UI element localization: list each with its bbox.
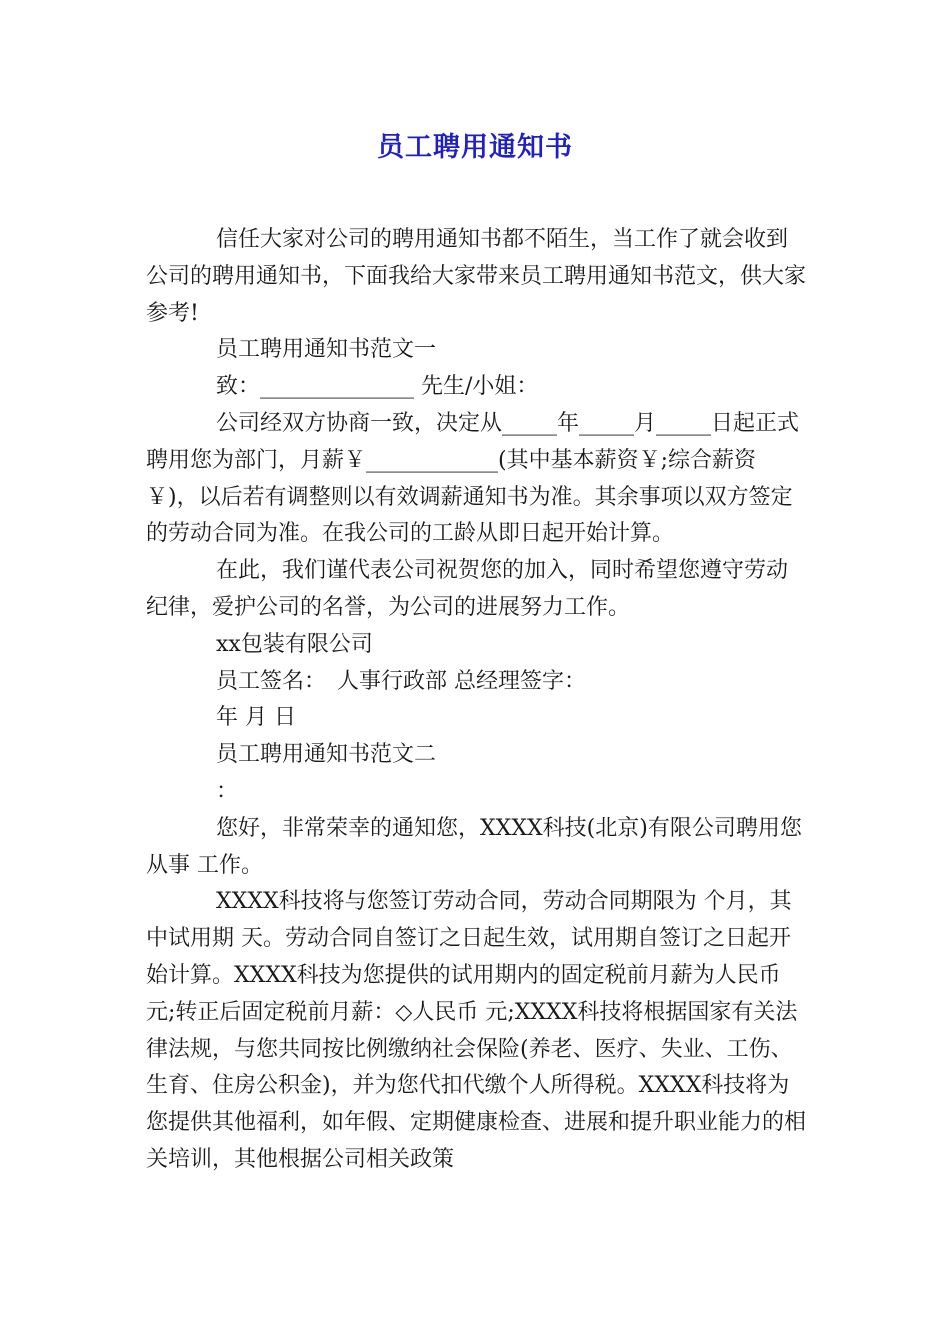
document-title: 员工聘用通知书: [377, 132, 573, 163]
employment-terms-paragraph: 公司经双方协商一致，决定从_____年_____月_____日起正式聘用您为部门，月薪￥____________(其中基本薪资￥;综合薪资￥)，以后若有调整则以有效调薪通知书为准。其余事项以双方签定的劳动合同为准。在我公司的工龄从即日起开始计算。: [146, 410, 800, 547]
sample-two-heading: 员工聘用通知书范文二: [216, 742, 437, 768]
company-name: xx包装有限公司: [216, 631, 373, 657]
recipient-line: ：: [216, 778, 239, 804]
intro-paragraph: 信任大家对公司的聘用通知书都不陌生，当工作了就会收到公司的聘用通知书，下面我给大家带来员工聘用通知书范文，供大家参考!: [146, 227, 807, 326]
contract-details-paragraph: XXXX科技将与您签订劳动合同，劳动合同期限为 个月，其中试用期 天。劳动合同自签订之日起生效，试用期自签订之日起开始计算。XXXX科技为您提供的试用期内的固定税前月薪为人民币 元;转正后固定税前月薪：◇人民币 元;XXXX科技将根据国家有关法律法规，与您共同按比例缴纳社会保险(养老、医疗、失业、工伤、生育、住房公积金)，并为您代扣代缴个人所得税。XXXX科技将为您提供其他福利，如年假、定期健康检查、进展和提升职业能力的相关培训，其他根据公司相关政策: [146, 889, 807, 1172]
signature-line: 员工签名： 人事行政部 总经理签字：: [216, 668, 586, 694]
greeting-paragraph: 您好，非常荣幸的通知您，XXXX科技(北京)有限公司聘用您从事 工作。: [146, 815, 802, 878]
sample-one-heading: 员工聘用通知书范文一: [216, 337, 437, 363]
document-body: [146, 222, 806, 1179]
date-line: 年 月 日: [216, 705, 296, 731]
welcome-paragraph: 在此，我们谨代表公司祝贺您的加入，同时希望您遵守劳动纪律，爱护公司的名誉，为公司的进展努力工作。: [146, 558, 789, 620]
salutation-line: 致：______________ 先生/小姐：: [216, 374, 539, 400]
